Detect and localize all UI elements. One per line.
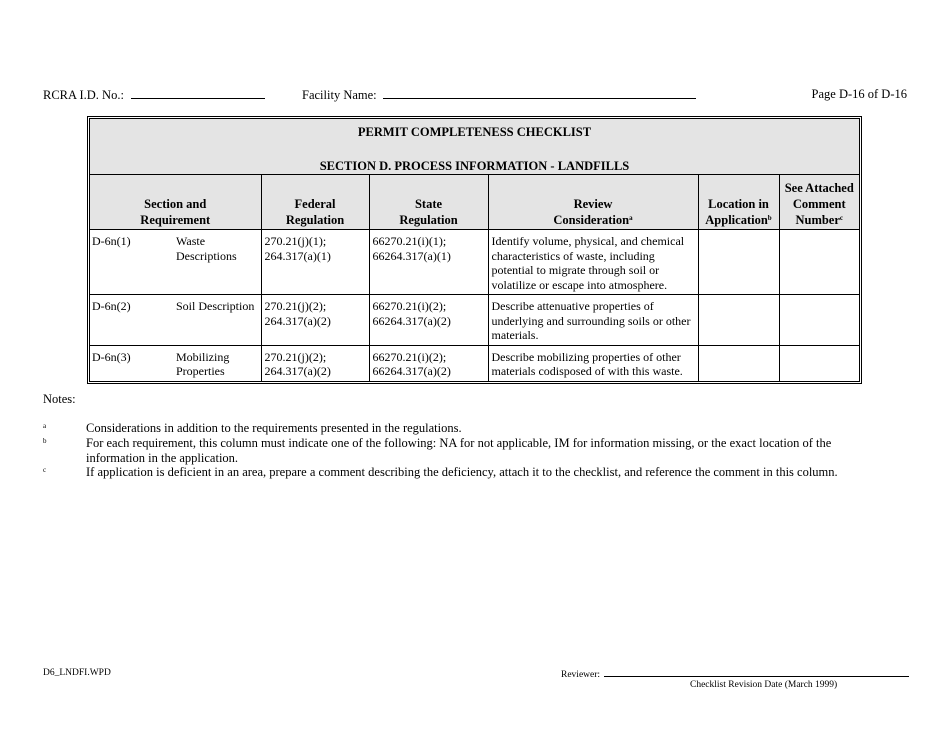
comment-number-cell[interactable] [779, 295, 859, 346]
section-name: Mobilizing Properties [176, 349, 230, 378]
section-cell [90, 345, 261, 381]
note-item [43, 436, 893, 465]
rcra-id-blank-line[interactable] [131, 87, 265, 99]
note-mark: c [43, 466, 47, 474]
facility-name-label: Facility Name: [302, 88, 377, 102]
section-code: D-6n(3) [92, 349, 131, 364]
comment-number-cell[interactable] [779, 345, 859, 381]
note-text: If application is deficient in an area, prepare a comment describing the deficiency, attach it to the checklist, and reference the comment in this column. [86, 465, 838, 479]
note-item [43, 421, 893, 436]
checklist-title: PERMIT COMPLETENESS CHECKLIST [357, 125, 592, 139]
reviewer-label: Reviewer: [561, 670, 601, 680]
reviewer-field [561, 668, 909, 680]
note-mark: a [43, 422, 47, 430]
federal-regulation-cell: 270.21(j)(2); 264.317(a)(2) [261, 295, 369, 346]
federal-regulation-cell: 270.21(j)(2); 264.317(a)(2) [261, 345, 369, 381]
page-number: Page D-16 of D-16 [811, 87, 907, 101]
review-consideration-cell: Identify volume, physical, and chemical characteristics of waste, including potential to migrate through soil or volatilize or escape into atmosphere. [488, 230, 698, 295]
column-header-row [90, 175, 859, 230]
reviewer-blank-line[interactable] [604, 668, 909, 677]
state-regulation-cell: 66270.21(i)(2); 66264.317(a)(2) [369, 345, 488, 381]
revision-date: Checklist Revision Date (March 1999) [690, 680, 838, 690]
note-text: For each requirement, this column must indicate one of the following: NA for not applicable, IM for information missing, or the exact location of the information in the application. [86, 436, 832, 465]
section-cell [90, 230, 261, 295]
location-in-application-cell[interactable] [698, 295, 779, 346]
section-code: D-6n(1) [92, 234, 131, 248]
note-mark: b [43, 437, 47, 445]
comment-number-cell[interactable] [779, 230, 859, 295]
section-cell [90, 295, 261, 346]
col-header-comment: See Attached Comment Number$^c$ [779, 175, 859, 230]
section-code: D-6n(2) [92, 299, 131, 313]
federal-regulation-cell: 270.21(j)(1); 264.317(a)(1) [261, 230, 369, 295]
table-row [90, 295, 859, 346]
table-title-cell [90, 119, 859, 175]
location-in-application-cell[interactable] [698, 230, 779, 295]
review-consideration-cell: Describe mobilizing properties of other materials codisposed of with this waste. [488, 345, 698, 381]
col-header-state: State Regulation [369, 175, 488, 230]
checklist-table-box [87, 116, 862, 384]
note-text: Considerations in addition to the requirements presented in the regulations. [86, 421, 462, 435]
table-row [90, 345, 859, 381]
note-item [43, 465, 893, 480]
col-header-review: Review Consideration$^a$ [488, 175, 698, 230]
file-id: D6_LNDFI.WPD [43, 668, 111, 678]
table-row [90, 230, 859, 295]
section-name: Waste Descriptions [176, 234, 237, 263]
rcra-id-label: RCRA I.D. No.: [43, 88, 124, 102]
col-header-federal: Federal Regulation [261, 175, 369, 230]
col-header-section: Section and Requirement [90, 175, 261, 230]
section-name: Soil Description [176, 299, 255, 313]
facility-name-blank-line[interactable] [383, 87, 696, 99]
state-regulation-cell: 66270.21(i)(2); 66264.317(a)(2) [369, 295, 488, 346]
table-title-row [90, 119, 859, 175]
checklist-table [90, 119, 859, 381]
location-in-application-cell[interactable] [698, 345, 779, 381]
state-regulation-cell: 66270.21(i)(1); 66264.317(a)(1) [369, 230, 488, 295]
notes-label: Notes: [43, 392, 76, 406]
section-title: SECTION D. PROCESS INFORMATION - LANDFILLS [319, 159, 630, 173]
rcra-id-field [43, 87, 265, 103]
facility-name-field [302, 87, 696, 103]
review-consideration-cell: Describe attenuative properties of underlying and surrounding soils or other materials. [488, 295, 698, 346]
col-header-location: Location in Application$^b$ [698, 175, 779, 230]
